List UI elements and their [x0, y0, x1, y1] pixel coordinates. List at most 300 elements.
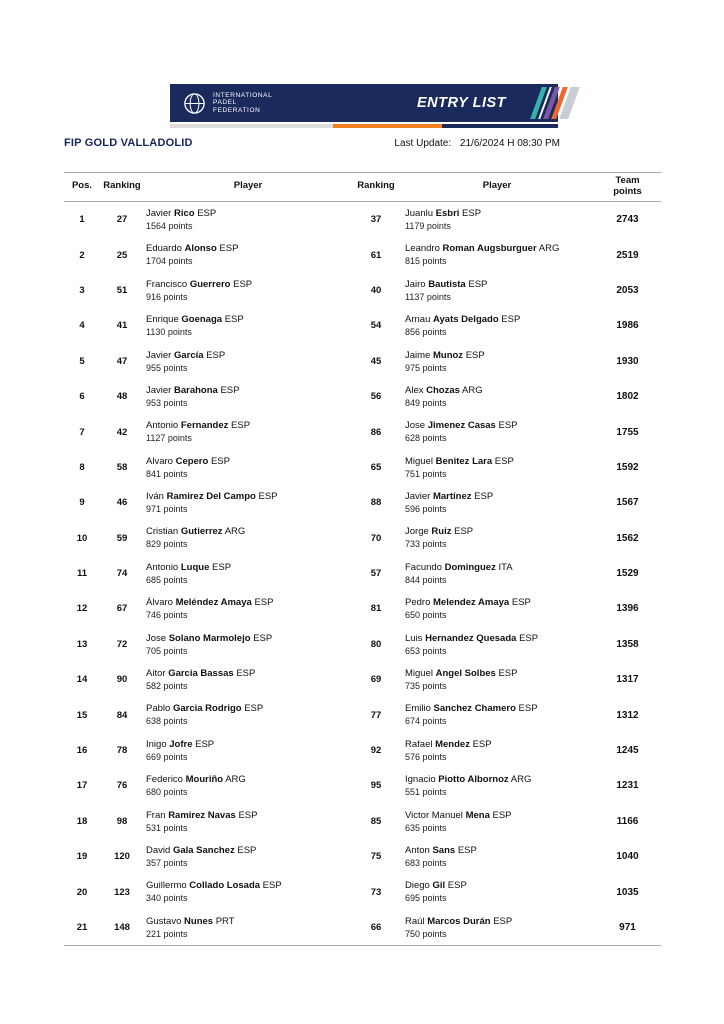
- ranking-cell-left: 58: [116, 461, 128, 473]
- position-cell: 7: [79, 426, 85, 438]
- column-header-team-points: [594, 176, 661, 197]
- player-last-name: Sans: [432, 844, 456, 856]
- player-points-left: 841 points: [146, 468, 188, 479]
- player-cell-right: [400, 702, 594, 728]
- player-last-name: Luque: [180, 561, 210, 573]
- player-points-right: 849 points: [405, 397, 447, 408]
- player-country: ESP: [511, 597, 531, 609]
- position-cell: 4: [79, 320, 85, 332]
- table-row: [64, 874, 661, 909]
- team-points-cell: 1562: [616, 532, 639, 544]
- team-points-cell: 1567: [616, 497, 639, 509]
- player-name-right: [405, 455, 594, 468]
- ranking-cell-left: 123: [114, 886, 130, 898]
- player-name-left: [146, 349, 352, 362]
- player-name-left: [146, 879, 352, 892]
- table-row: [64, 521, 661, 556]
- player-last-name: Mena: [465, 809, 490, 821]
- player-country: ESP: [231, 420, 251, 432]
- player-cell-right: [400, 632, 594, 658]
- position-cell: 2: [79, 249, 85, 261]
- ranking-cell-right: 85: [370, 815, 382, 827]
- player-cell-right: [400, 313, 594, 339]
- player-cell-left: [144, 525, 352, 551]
- last-update: [394, 138, 560, 149]
- player-first-name: Jaime: [405, 349, 431, 361]
- ranking-cell-right: 66: [370, 922, 382, 933]
- player-last-name: Rico: [173, 207, 195, 219]
- player-last-name: Hernandez Quesada: [425, 632, 517, 644]
- table-row: [64, 450, 661, 485]
- ranking-cell-right: 81: [370, 603, 382, 615]
- player-first-name: Enrique: [146, 314, 179, 326]
- entry-table: [64, 172, 661, 946]
- player-cell-left: [144, 207, 352, 233]
- ranking-cell-left: 48: [116, 391, 128, 403]
- player-cell-right: [400, 596, 594, 622]
- player-first-name: Rafael: [405, 738, 433, 750]
- ranking-cell-left: 47: [116, 355, 128, 367]
- table-body: [64, 202, 661, 946]
- team-points-cell: 1312: [616, 709, 639, 721]
- player-name-left: [146, 278, 352, 291]
- player-points-left: 953 points: [146, 397, 188, 408]
- player-points-left: 746 points: [146, 610, 188, 621]
- ranking-cell-left: 98: [116, 815, 128, 827]
- player-cell-right: [400, 879, 594, 905]
- player-points-left: 1127 points: [146, 433, 192, 444]
- player-cell-left: [144, 313, 352, 339]
- player-name-right: [405, 879, 594, 892]
- ranking-cell-left: 84: [116, 709, 128, 721]
- team-points-cell: 1930: [616, 355, 639, 367]
- player-last-name: Angel Solbes: [435, 668, 496, 680]
- position-cell: 15: [76, 709, 88, 721]
- player-points-right: 733 points: [405, 539, 447, 550]
- player-name-left: [146, 313, 352, 326]
- player-points-right: 576 points: [405, 751, 447, 762]
- player-name-right: [405, 384, 594, 397]
- banner-underline-strip: [170, 124, 558, 128]
- player-cell-right: [400, 667, 594, 693]
- player-last-name: Meléndez Amaya: [175, 597, 252, 609]
- column-header-player-left: Player: [233, 180, 263, 192]
- player-cell-left: [144, 596, 352, 622]
- player-first-name: Miguel: [405, 455, 433, 467]
- player-cell-left: [144, 667, 352, 693]
- player-points-left: 680 points: [146, 787, 188, 798]
- logo-line-2: PADEL: [213, 99, 237, 107]
- strip-segment-orange: [333, 124, 442, 128]
- player-last-name: Roman Augsburguer: [442, 243, 537, 255]
- team-points-cell: 1755: [616, 426, 639, 438]
- ranking-cell-right: 73: [370, 886, 382, 898]
- player-points-right: 653 points: [405, 645, 447, 656]
- player-first-name: Luis: [405, 632, 423, 644]
- player-last-name: Ayats Delgado: [433, 314, 499, 326]
- position-cell: 8: [79, 461, 85, 473]
- banner-stripes-decoration: [530, 87, 580, 119]
- player-points-right: 735 points: [405, 681, 447, 692]
- player-last-name: Ruiz: [431, 526, 452, 538]
- player-first-name: Victor Manuel: [405, 809, 463, 821]
- player-country: ESP: [501, 314, 521, 326]
- player-name-left: [146, 596, 352, 609]
- column-header-ranking-right: Ranking: [357, 180, 395, 192]
- team-points-cell: 1396: [616, 603, 639, 615]
- team-points-cell: 1231: [616, 780, 639, 792]
- team-points-cell: 971: [619, 922, 636, 933]
- player-first-name: Diego: [405, 880, 430, 892]
- table-row: [64, 591, 661, 626]
- player-last-name: Fernandez: [180, 420, 229, 432]
- ipf-logo: [170, 92, 272, 115]
- position-cell: 5: [79, 355, 85, 367]
- player-name-left: [146, 455, 352, 468]
- ranking-cell-left: 76: [116, 780, 128, 792]
- player-last-name: Gala Sanchez: [172, 844, 235, 856]
- player-country: ESP: [518, 703, 538, 715]
- ranking-cell-right: 75: [370, 851, 382, 863]
- position-cell: 11: [76, 568, 88, 580]
- column-header-ranking-left: Ranking: [103, 180, 141, 192]
- tournament-title: FIP GOLD VALLADOLID: [64, 137, 193, 149]
- player-last-name: Guerrero: [189, 278, 231, 290]
- player-cell-right: [400, 525, 594, 551]
- table-header: [64, 172, 661, 202]
- player-name-left: [146, 702, 352, 715]
- team-points-cell: 1802: [616, 391, 639, 403]
- player-country: ITA: [498, 561, 513, 573]
- player-first-name: Antonio: [146, 420, 179, 432]
- player-name-left: [146, 632, 352, 645]
- ranking-cell-left: 59: [116, 532, 128, 544]
- player-name-right: [405, 596, 594, 609]
- player-last-name: Mendez: [435, 738, 470, 750]
- table-row: [64, 733, 661, 768]
- player-name-right: [405, 419, 594, 432]
- player-first-name: Gustavo: [146, 915, 182, 927]
- player-first-name: Jairo: [405, 278, 426, 290]
- player-country: ESP: [237, 844, 257, 856]
- player-cell-left: [144, 809, 352, 835]
- player-first-name: Antonio: [146, 561, 179, 573]
- table-row: [64, 556, 661, 591]
- position-cell: 21: [76, 922, 88, 933]
- player-last-name: García: [173, 349, 204, 361]
- player-points-right: 975 points: [405, 362, 447, 373]
- column-header-pos: Pos.: [71, 180, 93, 192]
- team-points-cell: 1245: [616, 745, 639, 757]
- ranking-cell-right: 70: [370, 532, 382, 544]
- player-last-name: Munoz: [432, 349, 464, 361]
- player-last-name: Marcos Durán: [427, 915, 491, 927]
- table-row: [64, 768, 661, 803]
- player-points-left: 531 points: [146, 822, 188, 833]
- player-country: ESP: [244, 703, 264, 715]
- player-cell-right: [400, 384, 594, 410]
- player-country: ESP: [498, 420, 518, 432]
- player-name-left: [146, 561, 352, 574]
- banner-wrap: [170, 84, 558, 128]
- player-country: ESP: [233, 278, 253, 290]
- player-points-right: 856 points: [405, 327, 447, 338]
- ranking-cell-left: 46: [116, 497, 128, 509]
- team-points-cell: 1358: [616, 638, 639, 650]
- player-country: ESP: [236, 668, 256, 680]
- player-country: ESP: [498, 668, 518, 680]
- ranking-cell-left: 74: [116, 568, 128, 580]
- player-points-left: 1564 points: [146, 220, 193, 231]
- player-first-name: Arnau: [405, 314, 431, 326]
- table-row: [64, 910, 661, 945]
- player-first-name: Leandro: [405, 243, 440, 255]
- player-last-name: Bautista: [428, 278, 466, 290]
- player-country: ESP: [462, 207, 482, 219]
- player-cell-left: [144, 419, 352, 445]
- player-first-name: Iván: [146, 491, 164, 503]
- player-first-name: Emilio: [405, 703, 431, 715]
- player-last-name: Nunes: [184, 915, 214, 927]
- player-name-right: [405, 632, 594, 645]
- table-row: [64, 414, 661, 449]
- player-country: ARG: [224, 526, 246, 538]
- player-first-name: Facundo: [405, 561, 442, 573]
- player-name-left: [146, 667, 352, 680]
- player-cell-left: [144, 738, 352, 764]
- ranking-cell-right: 77: [370, 709, 382, 721]
- player-first-name: Eduardo: [146, 243, 182, 255]
- ranking-cell-right: 40: [370, 284, 382, 296]
- ranking-cell-left: 90: [116, 674, 128, 686]
- ranking-cell-left: 42: [116, 426, 128, 438]
- player-first-name: Jose: [405, 420, 426, 432]
- player-name-left: [146, 809, 352, 822]
- table-row: [64, 662, 661, 697]
- player-first-name: Aitor: [146, 668, 166, 680]
- player-first-name: Jorge: [405, 526, 429, 538]
- player-points-left: 340 points: [146, 893, 188, 904]
- player-first-name: Cristian: [146, 526, 179, 538]
- player-first-name: Alvaro: [146, 455, 173, 467]
- player-name-left: [146, 242, 352, 255]
- player-points-left: 669 points: [146, 751, 188, 762]
- player-name-left: [146, 844, 352, 857]
- team-points-cell: 2519: [616, 249, 639, 261]
- position-cell: 3: [79, 284, 85, 296]
- player-name-right: [405, 702, 594, 715]
- player-first-name: Alex: [405, 384, 424, 396]
- logo-line-3: FEDERATION: [213, 106, 261, 114]
- player-points-left: 705 points: [146, 645, 188, 656]
- player-country: ARG: [225, 774, 246, 786]
- player-last-name: Jimenez Casas: [427, 420, 496, 432]
- player-cell-right: [400, 455, 594, 481]
- player-country: ESP: [224, 314, 244, 326]
- ranking-cell-left: 25: [116, 249, 128, 261]
- player-points-right: 1137 points: [405, 291, 451, 302]
- player-points-right: 628 points: [405, 433, 447, 444]
- player-last-name: Garcia Rodrigo: [172, 703, 242, 715]
- player-cell-right: [400, 419, 594, 445]
- player-points-right: 683 points: [405, 857, 447, 868]
- player-points-right: 596 points: [405, 504, 447, 515]
- player-name-left: [146, 773, 352, 786]
- position-cell: 14: [76, 674, 88, 686]
- position-cell: 12: [76, 603, 88, 615]
- player-name-right: [405, 490, 594, 503]
- position-cell: 19: [76, 851, 88, 863]
- player-country: ESP: [197, 207, 217, 219]
- player-last-name: Barahona: [173, 384, 218, 396]
- player-last-name: Solano Marmolejo: [168, 632, 251, 644]
- player-name-left: [146, 490, 352, 503]
- position-cell: 9: [79, 497, 85, 509]
- player-country: ARG: [462, 384, 483, 396]
- player-first-name: Anton: [405, 844, 430, 856]
- position-cell: 20: [76, 886, 88, 898]
- player-cell-left: [144, 561, 352, 587]
- player-cell-left: [144, 844, 352, 870]
- player-country: ESP: [212, 561, 232, 573]
- player-last-name: Martínez: [432, 491, 472, 503]
- strip-segment-navy: [442, 124, 558, 128]
- player-first-name: David: [146, 844, 171, 856]
- player-country: ARG: [510, 774, 532, 786]
- player-first-name: Jose: [146, 632, 167, 644]
- player-cell-right: [400, 738, 594, 764]
- table-row: [64, 202, 661, 237]
- player-cell-right: [400, 561, 594, 587]
- player-points-right: 815 points: [405, 256, 447, 267]
- ranking-cell-right: 88: [370, 497, 382, 509]
- player-last-name: Ramirez Del Campo: [166, 491, 256, 503]
- player-last-name: Gil: [432, 880, 446, 892]
- player-name-right: [405, 278, 594, 291]
- player-first-name: Javier: [146, 349, 172, 361]
- player-cell-left: [144, 384, 352, 410]
- player-cell-right: [400, 490, 594, 516]
- player-last-name: Alonso: [184, 243, 217, 255]
- player-last-name: Esbri: [435, 207, 460, 219]
- player-last-name: Chozas: [426, 384, 460, 396]
- team-points-cell: 1317: [616, 674, 639, 686]
- player-points-left: 1704 points: [146, 256, 193, 267]
- ranking-cell-right: 56: [370, 391, 382, 403]
- player-country: ESP: [254, 597, 274, 609]
- ranking-cell-left: 78: [116, 745, 128, 757]
- player-last-name: Melendez Amaya: [433, 597, 510, 609]
- ranking-cell-right: 45: [370, 355, 382, 367]
- player-cell-right: [400, 915, 594, 941]
- player-last-name: Piotto Albornoz: [438, 774, 509, 786]
- position-cell: 6: [79, 391, 85, 403]
- player-name-right: [405, 525, 594, 538]
- player-points-left: 971 points: [146, 504, 188, 515]
- ranking-cell-right: 86: [370, 426, 382, 438]
- player-country: ESP: [493, 915, 513, 927]
- player-cell-right: [400, 773, 594, 799]
- player-points-left: 582 points: [146, 681, 188, 692]
- position-cell: 17: [76, 780, 88, 792]
- player-name-right: [405, 844, 594, 857]
- position-cell: 16: [76, 745, 88, 757]
- entry-list-label: ENTRY LIST: [416, 95, 506, 111]
- player-last-name: Cepero: [175, 455, 209, 467]
- player-country: ESP: [238, 809, 258, 821]
- player-last-name: Garcia Bassas: [168, 668, 234, 680]
- player-name-right: [405, 561, 594, 574]
- player-last-name: Ramirez Navas: [168, 809, 236, 821]
- player-country: ESP: [494, 455, 514, 467]
- player-last-name: Goenaga: [181, 314, 223, 326]
- table-row: [64, 308, 661, 343]
- player-name-right: [405, 809, 594, 822]
- team-points-header-line1: Team: [615, 175, 640, 186]
- player-country: ESP: [519, 632, 539, 644]
- position-cell: 18: [76, 815, 88, 827]
- player-country: ESP: [468, 278, 488, 290]
- player-cell-right: [400, 278, 594, 304]
- player-name-right: [405, 738, 594, 751]
- ranking-cell-left: 72: [116, 638, 128, 650]
- player-points-left: 1130 points: [146, 327, 192, 338]
- player-last-name: Dominguez: [444, 561, 496, 573]
- position-cell: 13: [76, 638, 88, 650]
- player-name-left: [146, 738, 352, 751]
- player-country: ESP: [219, 243, 239, 255]
- player-points-right: 650 points: [405, 610, 447, 621]
- table-row: [64, 697, 661, 732]
- last-update-label: Last Update:: [394, 138, 452, 149]
- player-last-name: Gutierrez: [180, 526, 223, 538]
- player-points-left: 916 points: [146, 291, 188, 302]
- logo-line-1: INTERNATIONAL: [213, 91, 273, 99]
- player-name-left: [146, 207, 352, 220]
- player-points-right: 674 points: [405, 716, 447, 727]
- position-cell: 10: [76, 532, 88, 544]
- team-points-header-line2: points: [613, 185, 642, 197]
- player-country: ESP: [465, 349, 485, 361]
- player-first-name: Javier: [405, 491, 431, 503]
- player-country: ESP: [474, 491, 494, 503]
- player-country: ESP: [220, 384, 240, 396]
- player-name-right: [405, 773, 594, 786]
- team-points-cell: 1040: [616, 851, 639, 863]
- team-points-cell: 1592: [616, 461, 639, 473]
- player-cell-left: [144, 702, 352, 728]
- player-points-right: 635 points: [405, 822, 447, 833]
- player-first-name: Álvaro: [146, 597, 173, 609]
- player-name-left: [146, 915, 352, 928]
- player-name-right: [405, 242, 594, 255]
- column-header-player-right: Player: [482, 180, 512, 192]
- player-first-name: Ignacio: [405, 774, 436, 786]
- table-row: [64, 627, 661, 662]
- player-cell-left: [144, 242, 352, 268]
- player-last-name: Collado Losada: [189, 880, 261, 892]
- player-last-name: Mouriño: [185, 774, 224, 786]
- player-points-right: 751 points: [405, 468, 447, 479]
- player-first-name: Inigo: [146, 738, 167, 750]
- player-first-name: Pedro: [405, 597, 431, 609]
- player-cell-left: [144, 773, 352, 799]
- player-country: ESP: [253, 632, 273, 644]
- player-name-left: [146, 525, 352, 538]
- player-first-name: Guillermo: [146, 880, 187, 892]
- player-points-right: 695 points: [405, 893, 447, 904]
- player-first-name: Miguel: [405, 668, 433, 680]
